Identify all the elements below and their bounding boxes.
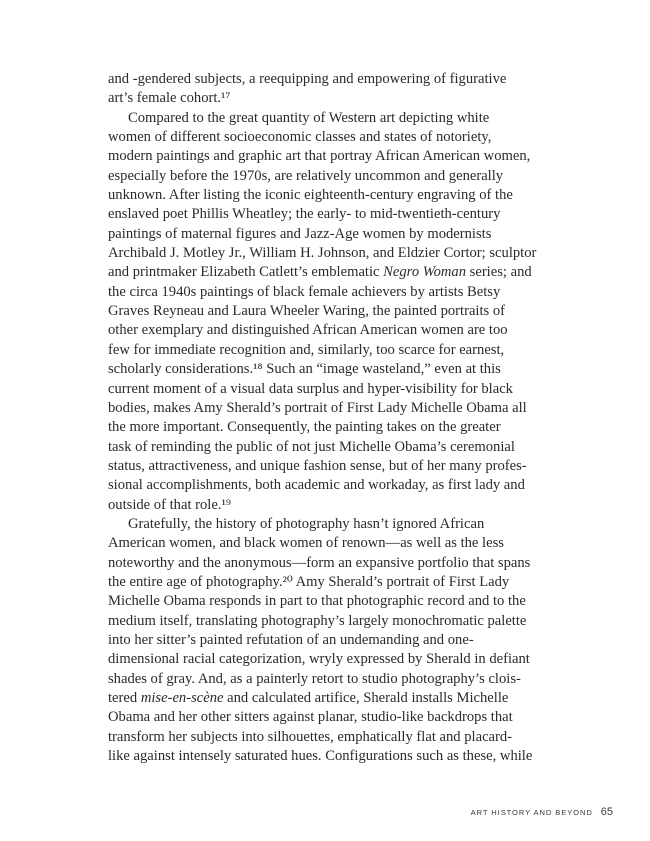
- paragraph-start-line: Gratefully, the history of photography hasn’t ignored African: [128, 515, 485, 532]
- text-line: medium itself, translating photography’s largely monochromatic palette: [108, 612, 527, 629]
- text-line: transform her subjects into silhouettes, emphatically flat and placard-: [108, 728, 513, 745]
- text-line: other exemplary and distinguished African American women are too: [108, 322, 508, 339]
- text-line: paintings of maternal figures and Jazz-Age women by modernists: [108, 225, 492, 242]
- text-line: unknown. After listing the iconic eighteenth-century engraving of the: [108, 187, 513, 204]
- text-segment: and calculated artifice, Sherald installs Michelle: [223, 690, 509, 706]
- text-line: into her sitter’s painted refutation of an undemanding and one-: [108, 631, 474, 648]
- text-line: current moment of a visual data surplus and hyper-visibility for black: [108, 380, 513, 397]
- text-segment: series; and: [466, 264, 532, 281]
- text-line: few for immediate recognition and, similarly, too scarce for earnest,: [108, 341, 505, 358]
- text-line: Graves Reyneau and Laura Wheeler Waring, the painted portraits of: [108, 303, 506, 320]
- text-line: bodies, makes Amy Sherald’s portrait of First Lady Michelle Obama all: [108, 399, 527, 416]
- text-line: women of different socioeconomic classes and states of notoriety,: [108, 129, 492, 146]
- text-line: noteworthy and the anonymous—form an expansive portfolio that spans: [108, 554, 531, 571]
- text-line: the entire age of photography.²⁰ Amy Sherald’s portrait of First Lady: [108, 573, 510, 590]
- artwork-title-italic: Negro Woman: [383, 264, 467, 281]
- text-line: [108, 689, 558, 708]
- text-line: and -gendered subjects, a reequipping and empowering of figurative: [108, 71, 507, 87]
- text-line: Obama and her other sitters against planar, studio-like backdrops that: [108, 709, 513, 726]
- text-line: sional accomplishments, both academic and workaday, as first lady and: [108, 477, 525, 494]
- text-line: scholarly considerations.¹⁸ Such an “image wasteland,” even at this: [108, 361, 501, 378]
- body-text: [108, 70, 558, 766]
- text-line: the circa 1940s paintings of black female achievers by artists Betsy: [108, 283, 501, 300]
- paragraph-start-line: Compared to the great quantity of Western art depicting white: [128, 109, 490, 126]
- text-segment: tered: [108, 690, 141, 706]
- term-italic: mise-en-scène: [140, 690, 224, 706]
- text-line: modern paintings and graphic art that portray African American women,: [108, 148, 531, 165]
- text-line: [108, 263, 558, 282]
- text-line: dimensional racial categorization, wryly expressed by Sherald in defiant: [108, 651, 530, 668]
- text-line: status, attractiveness, and unique fashion sense, but of her many profes-: [108, 457, 527, 474]
- text-line: task of reminding the public of not just Michelle Obama’s ceremonial: [108, 438, 515, 455]
- text-line: Archibald J. Motley Jr., William H. Johnson, and Eldzier Cortor; sculptor: [108, 245, 537, 262]
- text-line: the more important. Consequently, the painting takes on the greater: [108, 419, 501, 436]
- page-number: 65: [600, 806, 613, 818]
- text-line: enslaved poet Phillis Wheatley; the early- to mid-twentieth-century: [108, 206, 501, 223]
- text-line: outside of that role.¹⁹: [108, 496, 231, 513]
- text-line: art’s female cohort.¹⁷: [108, 90, 231, 107]
- text-line: like against intensely saturated hues. Configurations such as these, while: [108, 748, 533, 765]
- page-footer: [471, 802, 613, 820]
- text-line: Michelle Obama responds in part to that photographic record and to the: [108, 593, 526, 610]
- running-head: ART HISTORY AND BEYOND: [470, 808, 593, 817]
- text-line: American women, and black women of renown—as well as the less: [108, 535, 504, 552]
- text-segment: and printmaker Elizabeth Catlett’s emblematic: [108, 264, 384, 281]
- text-line: especially before the 1970s, are relatively uncommon and generally: [108, 167, 504, 184]
- text-line: shades of gray. And, as a painterly retort to studio photography’s clois-: [108, 670, 521, 687]
